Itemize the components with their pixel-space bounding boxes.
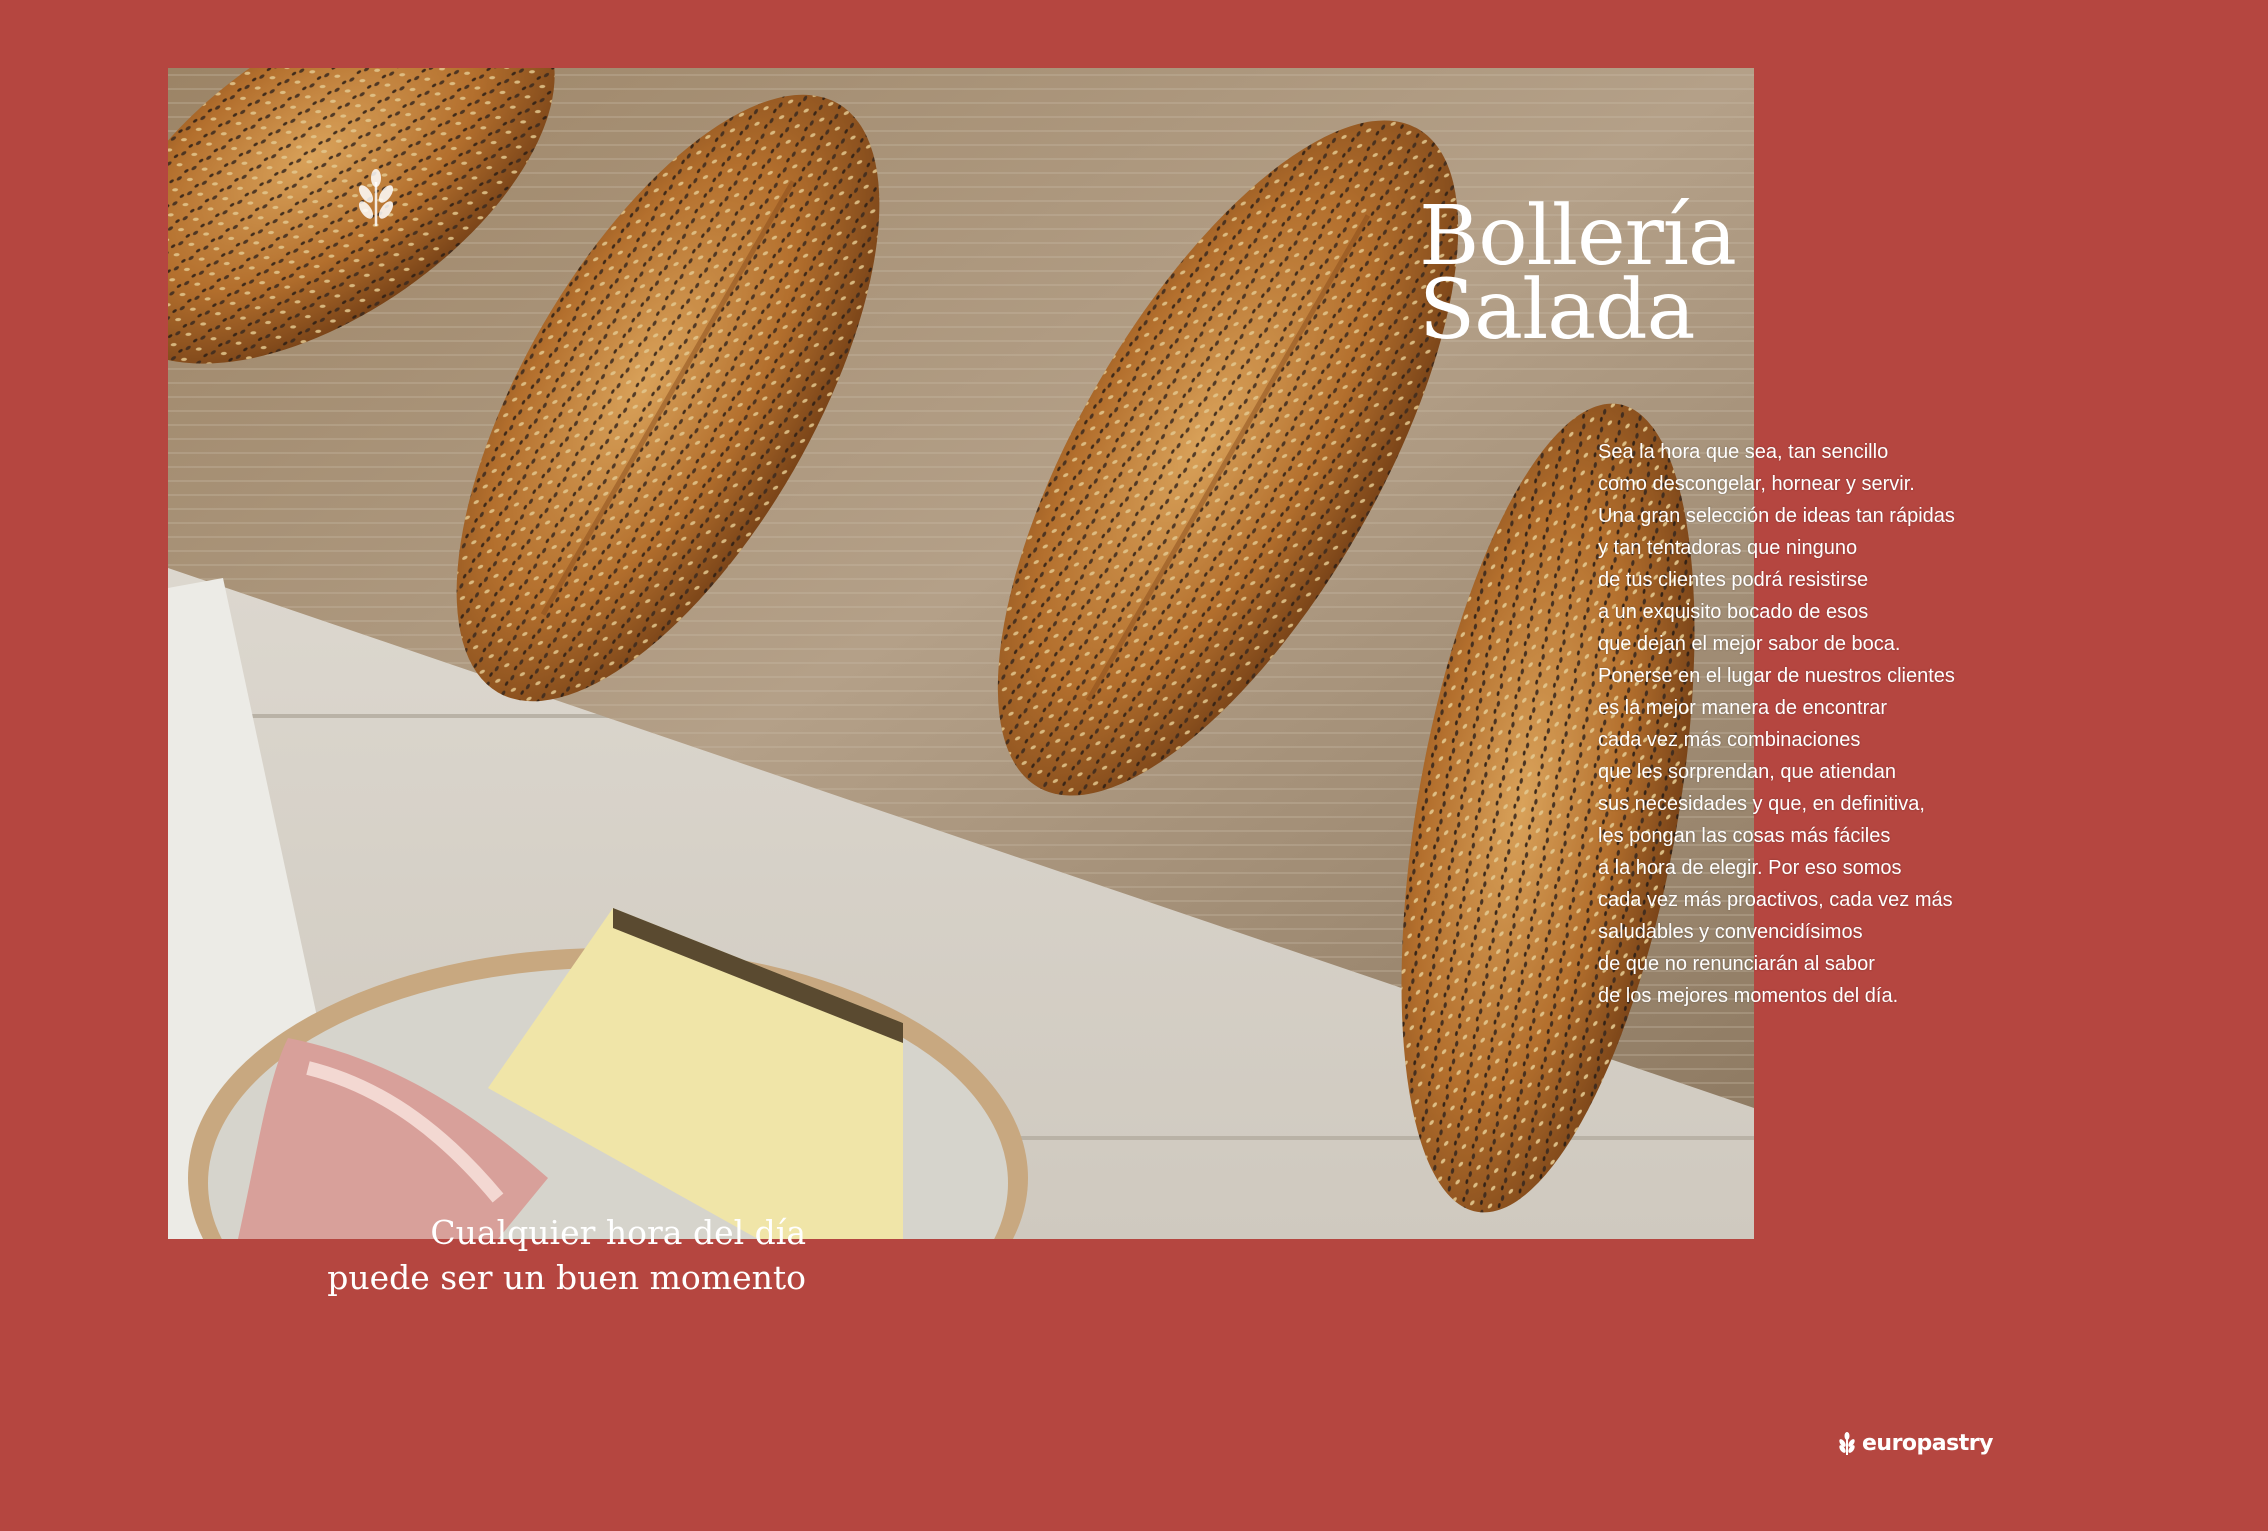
body-line: Ponerse en el lugar de nuestros clientes: [1598, 665, 1955, 687]
body-line: sus necesidades y que, en definitiva,: [1598, 793, 1925, 815]
body-line: y tan tentadoras que ninguno: [1598, 537, 1858, 559]
wheat-leaf-icon: [1836, 1432, 1858, 1456]
brand-name: europastry: [1862, 1431, 1993, 1456]
body-line: de los mejores momentos del día.: [1598, 985, 1899, 1007]
tagline: [327, 1210, 806, 1300]
body-line: como descongelar, hornear y servir.: [1598, 473, 1915, 495]
body-line: de que no renunciarán al sabor: [1598, 953, 1875, 975]
tagline-line-1: Cualquier hora del día: [430, 1213, 806, 1252]
body-line: de tus clientes podrá resistirse: [1598, 569, 1869, 591]
body-line: que les sorprendan, que atiendan: [1598, 761, 1897, 783]
body-line: cada vez más proactivos, cada vez más: [1598, 889, 1953, 911]
page-title: [1419, 189, 1736, 358]
body-line: cada vez más combinaciones: [1598, 729, 1861, 751]
body-line: es la mejor manera de encontrar: [1598, 697, 1888, 719]
body-line: Una gran selección de ideas tan rápidas: [1598, 505, 1955, 527]
body-line: a la hora de elegir. Por eso somos: [1598, 857, 1902, 879]
body-paragraph: [1598, 436, 2028, 1012]
title-line-1: Bollería: [1419, 189, 1736, 284]
body-line: a un exquisito bocado de esos: [1598, 601, 1869, 623]
wheat-watermark-icon: [350, 168, 402, 228]
body-line: que dejan el mejor sabor de boca.: [1598, 633, 1901, 655]
body-line: les pongan las cosas más fáciles: [1598, 825, 1891, 847]
title-line-2: Salada: [1419, 263, 1695, 358]
body-line: saludables y convencidísimos: [1598, 921, 1863, 943]
body-line: Sea la hora que sea, tan sencillo: [1598, 441, 1889, 463]
tagline-line-2: puede ser un buen momento: [327, 1258, 806, 1297]
brand-logo: [1836, 1431, 1993, 1456]
